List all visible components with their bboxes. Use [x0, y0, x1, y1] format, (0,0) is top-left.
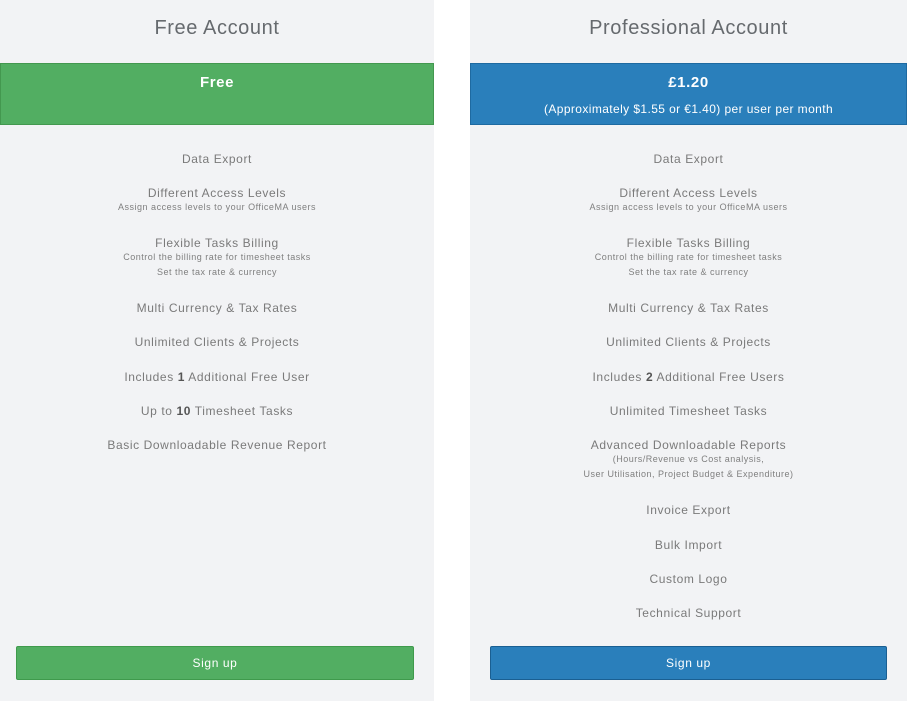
- feature-tasks-billing: [0, 236, 434, 280]
- feature-description: Set the tax rate & currency: [156, 267, 278, 277]
- feature-technical-support: Technical Support: [635, 606, 742, 620]
- free-signup-button[interactable]: Sign up: [16, 646, 414, 680]
- feature-invoice-export: Invoice Export: [646, 503, 731, 517]
- feature-advanced-reports: [470, 438, 907, 482]
- feature-label-pre: Up to: [140, 404, 177, 418]
- feature-description: (Hours/Revenue vs Cost analysis,: [612, 454, 765, 464]
- feature-free-users: [470, 370, 907, 384]
- feature-label: Flexible Tasks Billing: [626, 236, 751, 250]
- feature-data-export: Data Export: [182, 152, 252, 166]
- feature-description: User Utilisation, Project Budget & Expenditure): [583, 469, 794, 479]
- feature-multi-currency: Multi Currency & Tax Rates: [608, 301, 769, 315]
- feature-description: Control the billing rate for timesheet tasks: [594, 252, 783, 262]
- feature-label: Different Access Levels: [147, 186, 287, 200]
- feature-count: 10: [176, 404, 192, 418]
- pro-price-band: [470, 63, 907, 125]
- feature-free-users: [0, 370, 434, 384]
- feature-unlimited-clients: Unlimited Clients & Projects: [606, 335, 771, 349]
- feature-description: Set the tax rate & currency: [628, 267, 749, 277]
- feature-multi-currency: Multi Currency & Tax Rates: [136, 301, 298, 315]
- feature-label: Different Access Levels: [619, 186, 758, 200]
- pro-signup-button[interactable]: Sign up: [490, 646, 887, 680]
- feature-data-export: Data Export: [653, 152, 724, 166]
- feature-access-levels: [0, 186, 434, 215]
- feature-count: 2: [645, 370, 654, 384]
- feature-description: Assign access levels to your OfficeMA users: [589, 202, 788, 212]
- free-plan-title: Free Account: [154, 17, 280, 39]
- feature-bulk-import: Bulk Import: [654, 538, 723, 552]
- feature-description: Assign access levels to your OfficeMA users: [118, 202, 316, 212]
- feature-label: Advanced Downloadable Reports: [590, 438, 787, 452]
- free-account-card: [0, 0, 434, 701]
- feature-count: 1: [177, 370, 186, 384]
- pro-plan-title: Professional Account: [589, 17, 788, 39]
- pro-price-note: (Approximately $1.55 or €1.40) per user per month: [543, 102, 834, 116]
- feature-label: Flexible Tasks Billing: [155, 236, 279, 250]
- feature-label-pre: Includes: [124, 370, 178, 384]
- feature-label-pre: Includes: [592, 370, 646, 384]
- feature-unlimited-clients: Unlimited Clients & Projects: [134, 335, 300, 349]
- free-price-band: [0, 63, 434, 125]
- feature-timesheet-tasks: [0, 404, 434, 418]
- feature-access-levels: [470, 186, 907, 215]
- feature-label-post: Additional Free User: [185, 370, 310, 384]
- free-price: Free: [199, 74, 235, 91]
- feature-revenue-report: Basic Downloadable Revenue Report: [107, 438, 327, 452]
- feature-label-post: Additional Free Users: [653, 370, 785, 384]
- feature-description: Control the billing rate for timesheet tasks: [123, 252, 311, 262]
- feature-timesheet-tasks: Unlimited Timesheet Tasks: [609, 404, 768, 418]
- feature-tasks-billing: [470, 236, 907, 280]
- feature-label-post: Timesheet Tasks: [191, 404, 294, 418]
- feature-custom-logo: Custom Logo: [649, 572, 728, 586]
- pro-price: £1.20: [668, 74, 709, 91]
- professional-account-card: [470, 0, 907, 701]
